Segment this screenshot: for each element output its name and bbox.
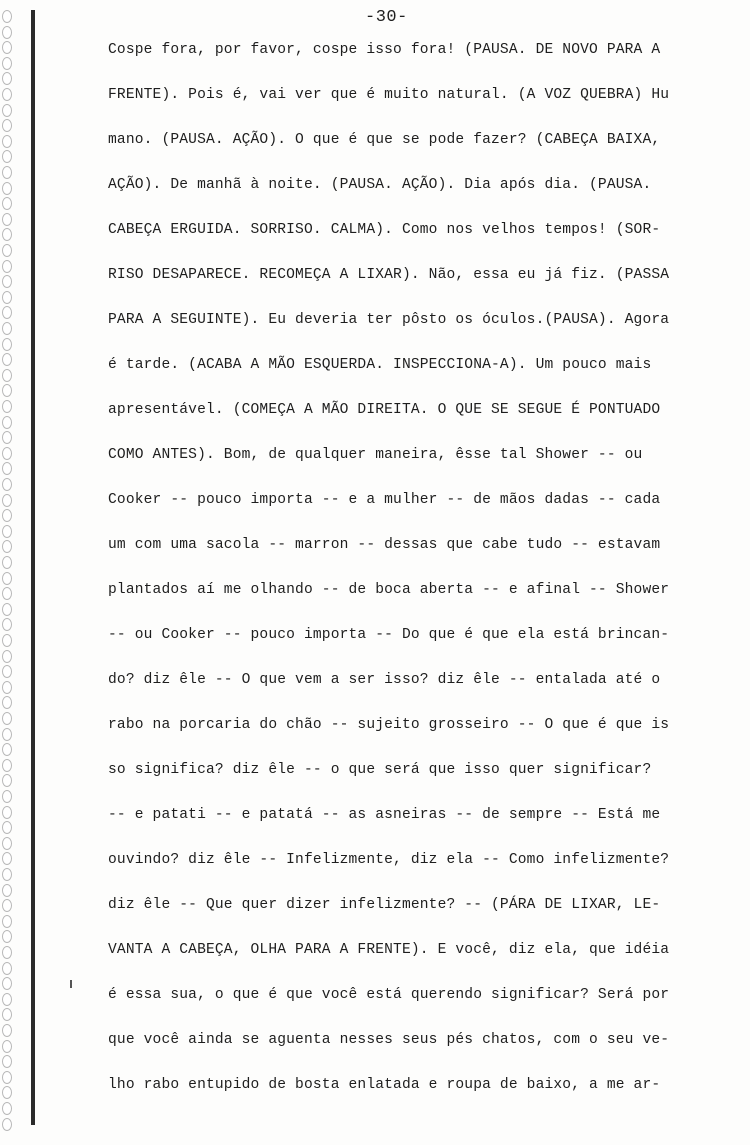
- text-line: mano. (PAUSA. AÇÃO). O que é que se pode fazer? (CABEÇA BAIXA,: [108, 132, 661, 148]
- punched-hole: [2, 88, 12, 101]
- punched-hole: [2, 166, 12, 179]
- punched-hole: [2, 1071, 12, 1084]
- punched-hole: [2, 322, 12, 335]
- punched-hole: [2, 540, 12, 553]
- punched-hole: [2, 946, 12, 959]
- punched-hole: [2, 1008, 12, 1021]
- punched-hole: [2, 977, 12, 990]
- punched-hole: [2, 104, 12, 117]
- punched-hole: [2, 275, 12, 288]
- punched-hole: [2, 806, 12, 819]
- punched-hole: [2, 260, 12, 273]
- punched-hole: [2, 338, 12, 351]
- punched-hole: [2, 681, 12, 694]
- punched-hole: [2, 197, 12, 210]
- text-line: diz êle -- Que quer dizer infelizmente? -- (PÁRA DE LIXAR, LE-: [108, 897, 661, 913]
- punched-hole: [2, 962, 12, 975]
- punched-hole: [2, 821, 12, 834]
- text-line: -- e patati -- e patatá -- as asneiras -- de sempre -- Está me: [108, 807, 661, 823]
- punched-hole: [2, 634, 12, 647]
- punched-hole: [2, 10, 12, 23]
- punched-hole: [2, 384, 12, 397]
- text-line: do? diz êle -- O que vem a ser isso? diz êle -- entalada até o: [108, 672, 661, 688]
- text-line: CABEÇA ERGUIDA. SORRISO. CALMA). Como nos velhos tempos! (SOR-: [108, 222, 661, 238]
- punched-hole: [2, 1055, 12, 1068]
- punched-hole: [2, 993, 12, 1006]
- punched-hole: [2, 665, 12, 678]
- margin-mark: [70, 980, 72, 988]
- punched-hole: [2, 587, 12, 600]
- punched-hole: [2, 1040, 12, 1053]
- punched-hole: [2, 416, 12, 429]
- punched-hole: [2, 1102, 12, 1115]
- punched-hole: [2, 930, 12, 943]
- punched-hole: [2, 213, 12, 226]
- text-line: AÇÃO). De manhã à noite. (PAUSA. AÇÃO). Dia após dia. (PAUSA.: [108, 177, 652, 193]
- punched-hole: [2, 572, 12, 585]
- punched-hole: [2, 868, 12, 881]
- punched-hole: [2, 135, 12, 148]
- binding-margin-line: [31, 10, 35, 1125]
- punched-hole: [2, 556, 12, 569]
- punched-hole: [2, 884, 12, 897]
- text-line: é tarde. (ACABA A MÃO ESQUERDA. INSPECCIONA-A). Um pouco mais: [108, 357, 652, 373]
- punched-hole: [2, 852, 12, 865]
- text-line: VANTA A CABEÇA, OLHA PARA A FRENTE). E você, diz ela, que idéia: [108, 942, 670, 958]
- text-line: que você ainda se aguenta nesses seus pés chatos, com o seu ve-: [108, 1032, 670, 1048]
- punched-hole: [2, 306, 12, 319]
- text-line: -- ou Cooker -- pouco importa -- Do que é que ela está brincan-: [108, 627, 670, 643]
- punched-hole: [2, 728, 12, 741]
- punched-hole: [2, 618, 12, 631]
- text-line: Cooker -- pouco importa -- e a mulher -- de mãos dadas -- cada: [108, 492, 661, 508]
- punched-hole: [2, 759, 12, 772]
- punched-hole: [2, 353, 12, 366]
- text-line: so significa? diz êle -- o que será que isso quer significar?: [108, 762, 652, 778]
- punched-hole: [2, 743, 12, 756]
- text-line: lho rabo entupido de bosta enlatada e roupa de baixo, a me ar-: [108, 1077, 661, 1093]
- punched-hole: [2, 494, 12, 507]
- punched-hole: [2, 228, 12, 241]
- punched-hole: [2, 478, 12, 491]
- punched-hole: [2, 462, 12, 475]
- punched-hole: [2, 1024, 12, 1037]
- punched-hole: [2, 603, 12, 616]
- punched-hole: [2, 837, 12, 850]
- text-line: PARA A SEGUINTE). Eu deveria ter pôsto os óculos.(PAUSA). Agora: [108, 312, 670, 328]
- text-line: é essa sua, o que é que você está querendo significar? Será por: [108, 987, 670, 1003]
- punched-hole: [2, 291, 12, 304]
- punched-hole: [2, 696, 12, 709]
- text-line: rabo na porcaria do chão -- sujeito grosseiro -- O que é que is: [108, 717, 670, 733]
- punched-hole: [2, 182, 12, 195]
- punched-hole: [2, 915, 12, 928]
- punched-hole: [2, 150, 12, 163]
- punched-holes: [0, 10, 16, 1140]
- text-line: COMO ANTES). Bom, de qualquer maneira, êsse tal Shower -- ou: [108, 447, 643, 463]
- punched-hole: [2, 119, 12, 132]
- punched-hole: [2, 899, 12, 912]
- text-line: apresentável. (COMEÇA A MÃO DIREITA. O QUE SE SEGUE É PONTUADO: [108, 402, 661, 418]
- punched-hole: [2, 244, 12, 257]
- punched-hole: [2, 650, 12, 663]
- punched-hole: [2, 1086, 12, 1099]
- text-line: plantados aí me olhando -- de boca aberta -- e afinal -- Shower: [108, 582, 670, 598]
- punched-hole: [2, 400, 12, 413]
- punched-hole: [2, 447, 12, 460]
- punched-hole: [2, 72, 12, 85]
- text-line: ouvindo? diz êle -- Infelizmente, diz ela -- Como infelizmente?: [108, 852, 670, 868]
- punched-hole: [2, 790, 12, 803]
- text-line: Cospe fora, por favor, cospe isso fora! (PAUSA. DE NOVO PARA A: [108, 42, 661, 58]
- text-line: RISO DESAPARECE. RECOMEÇA A LIXAR). Não, essa eu já fiz. (PASSA: [108, 267, 670, 283]
- punched-hole: [2, 774, 12, 787]
- punched-hole: [2, 712, 12, 725]
- punched-hole: [2, 1118, 12, 1131]
- text-line: FRENTE). Pois é, vai ver que é muito natural. (A VOZ QUEBRA) Hu: [108, 87, 670, 103]
- punched-hole: [2, 369, 12, 382]
- punched-hole: [2, 41, 12, 54]
- page-number: -30-: [365, 8, 408, 27]
- text-line: um com uma sacola -- marron -- dessas que cabe tudo -- estavam: [108, 537, 661, 553]
- punched-hole: [2, 431, 12, 444]
- punched-hole: [2, 57, 12, 70]
- punched-hole: [2, 509, 12, 522]
- punched-hole: [2, 26, 12, 39]
- punched-hole: [2, 525, 12, 538]
